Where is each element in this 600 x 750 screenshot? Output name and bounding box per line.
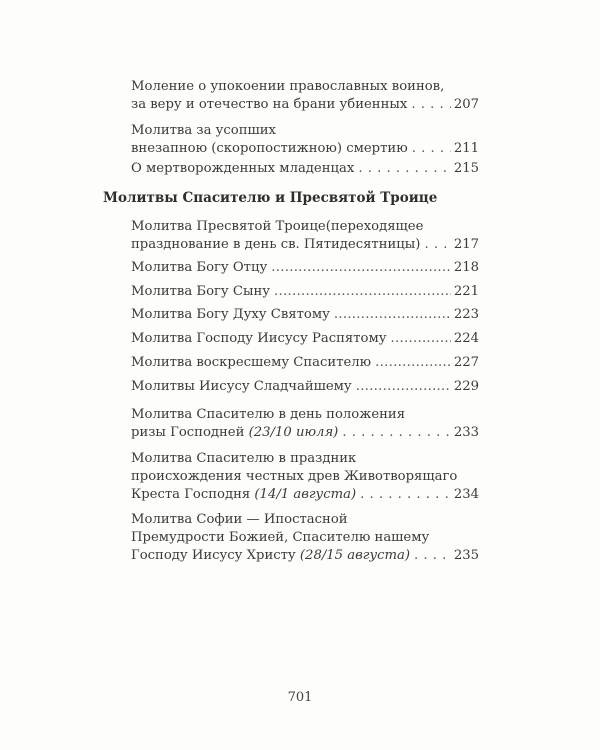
toc-entry-line: Молитва Спасителю в день положения (131, 407, 406, 422)
toc-entry-line: Моление о упокоении православных воинов, (131, 79, 445, 94)
toc-page-number: 223 (453, 307, 479, 322)
toc-entry (131, 283, 479, 301)
toc-entry-line: внезапною (скоропостижною) смертию (131, 141, 408, 156)
toc-entry-line: Молитва Пресвятой Троице(переходящее (131, 219, 424, 234)
toc-entry-line: Молитва Богу Духу Святому (131, 307, 330, 322)
toc-page-number: 217 (453, 237, 479, 252)
toc-entry-line: Молитва воскресшему Спасителю (131, 355, 372, 370)
toc-page-number: 229 (453, 379, 479, 394)
dot-leader (391, 330, 451, 348)
toc-page-number: 224 (453, 331, 479, 346)
toc-entry-line: ризы Господней (131, 425, 245, 440)
toc-entry-line: Молитва Господу Иисусу Распятому (131, 331, 387, 346)
toc-entry-line: Премудрости Божией, Спасителю нашему (131, 530, 430, 545)
toc-entry (131, 122, 479, 158)
dot-leader (411, 96, 451, 114)
toc-page-number: 227 (453, 355, 479, 370)
toc-entry (131, 450, 479, 504)
toc-entry (131, 160, 479, 178)
toc-entry-date: (23/10 июля) (248, 425, 339, 440)
toc-entry (131, 259, 479, 277)
toc-entry-date: (28/15 августа) (299, 548, 410, 563)
toc-entry-line: за веру и отечество на брани убиенных (131, 97, 408, 112)
toc-entry-line: Молитва Софии — Ипостасной (131, 512, 348, 527)
section-heading: Молитвы Спасителю и Пресвятой Троице (103, 190, 438, 206)
toc-page-number: 218 (453, 260, 479, 275)
toc-entry-line: О мертворожденных младенцах (131, 161, 355, 176)
toc-entry (131, 406, 479, 442)
toc-entry (131, 378, 479, 396)
toc-entry-line: Господу Иисусу Христу (131, 548, 296, 563)
toc-page-number: 215 (453, 161, 479, 176)
toc-entry-line: Молитва Спасителю в праздник (131, 451, 357, 466)
dot-leader (375, 354, 451, 372)
toc-entry (131, 354, 479, 372)
toc-entry (131, 511, 479, 565)
toc-entry (131, 78, 479, 114)
toc-page-number: 235 (453, 548, 479, 563)
toc-entry-line: Молитва Богу Отцу (131, 260, 268, 275)
toc-page-number: 211 (453, 141, 479, 156)
toc-entry (131, 306, 479, 324)
toc-entry-line: Молитвы Иисусу Сладчайшему (131, 379, 352, 394)
dot-leader (360, 486, 451, 504)
toc-page-number: 234 (453, 487, 479, 502)
dot-leader (424, 236, 450, 254)
toc-entry (131, 218, 479, 254)
toc-entry-date: (14/1 августа) (254, 487, 357, 502)
dot-leader (356, 378, 451, 396)
toc-entry-line: Креста Господня (131, 487, 251, 502)
dot-leader (274, 283, 451, 301)
dot-leader (334, 306, 451, 324)
toc-page-number: 233 (453, 425, 479, 440)
toc-entry-line: Молитва Богу Сыну (131, 284, 271, 299)
dot-leader (358, 160, 451, 178)
toc-entry-line: Молитва за усопших (131, 123, 276, 138)
dot-leader (271, 259, 451, 277)
dot-leader (342, 424, 451, 442)
dot-leader (414, 547, 451, 565)
page-number: 701 (287, 690, 313, 705)
toc-entry (131, 330, 479, 348)
toc-page-number: 207 (453, 97, 479, 112)
toc-entry-line: празднование в день св. Пятидесятницы) (131, 237, 421, 252)
toc-page-number: 221 (453, 284, 479, 299)
dot-leader (412, 140, 451, 158)
toc-entry-line: происхождения честных древ Животворящаго (131, 469, 458, 484)
